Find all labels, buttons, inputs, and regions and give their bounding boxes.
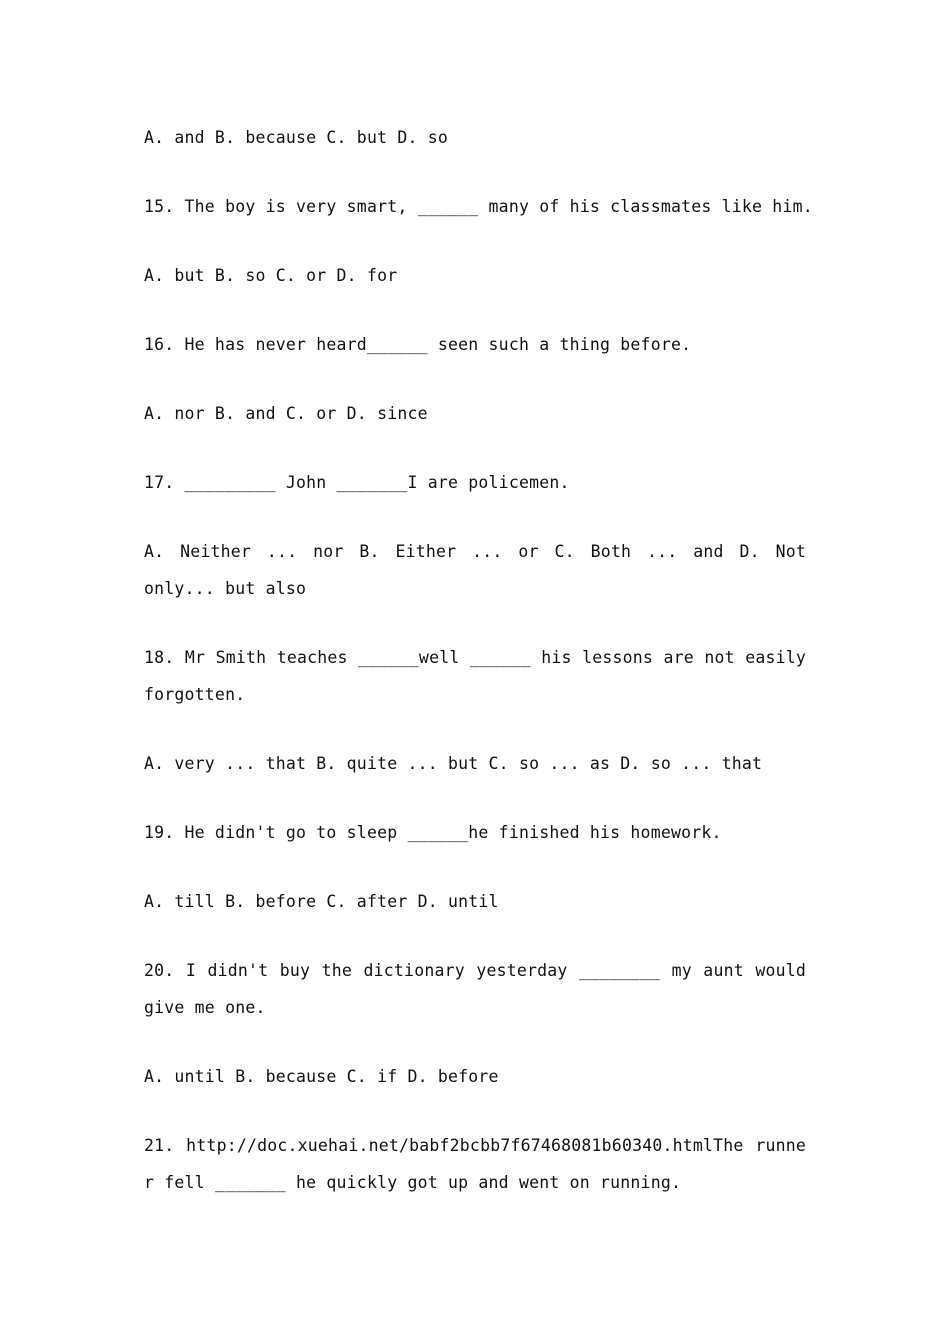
question-20: 20. I didn't buy the dictionary yesterday ________ my aunt would give me one.	[144, 961, 806, 1017]
question-19: 19. He didn't go to sleep ______he finished his homework.	[144, 823, 722, 842]
answer-options-16: A. nor B. and C. or D. since	[144, 404, 428, 423]
question-18: 18. Mr Smith teaches ______well ______ his lessons are not easily forgotten.	[144, 648, 806, 704]
question-15: 15. The boy is very smart, ______ many of his classmates like him.	[144, 197, 813, 216]
answer-options-20: A. until B. because C. if D. before	[144, 1067, 499, 1086]
question-17: 17. _________ John _______I are policemen.	[144, 473, 570, 492]
question-21: 21. http://doc.xuehai.net/babf2bcbb7f67468081b60340.htmlThe runner fell _______ he quickly got up and went on running.	[144, 1136, 806, 1192]
answer-options-17: A. Neither ... nor B. Either ... or C. Both ... and D. Not only... but also	[144, 542, 806, 598]
answer-options-18: A. very ... that B. quite ... but C. so ... as D. so ... that	[144, 754, 763, 773]
answer-options-19: A. till B. before C. after D. until	[144, 892, 499, 911]
question-16: 16. He has never heard______ seen such a thing before.	[144, 335, 692, 354]
answer-options-15: A. but B. so C. or D. for	[144, 266, 398, 285]
answer-options-14: A. and B. because C. but D. so	[144, 128, 449, 147]
